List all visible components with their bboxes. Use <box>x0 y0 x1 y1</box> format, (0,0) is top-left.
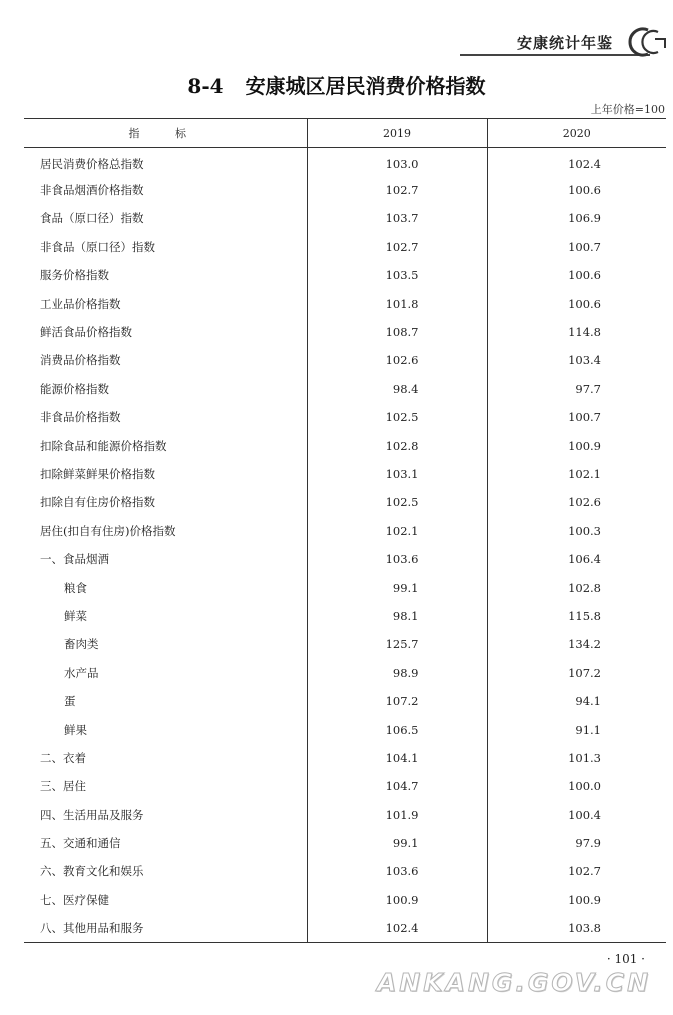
header-2020: 2020 <box>487 119 666 148</box>
indicator-name: 能源价格指数 <box>24 375 307 403</box>
value-2019: 104.7 <box>307 772 487 800</box>
yearbook-title: 安康统计年鉴 <box>516 34 613 52</box>
indicator-name: 非食品价格指数 <box>24 403 307 431</box>
value-2019: 99.1 <box>307 573 487 601</box>
page-number: · 101 · <box>606 952 645 966</box>
indicator-name: 七、医疗保健 <box>24 886 307 914</box>
table-row <box>24 573 666 601</box>
indicator-name: 三、居住 <box>24 772 307 800</box>
indicator-name: 非食品（原口径）指数 <box>24 233 307 261</box>
table-row <box>24 772 666 800</box>
value-2019: 101.9 <box>307 800 487 828</box>
indicator-name: 消费品价格指数 <box>24 346 307 374</box>
table-row <box>24 800 666 828</box>
value-2019: 102.8 <box>307 431 487 459</box>
table-row <box>24 148 666 176</box>
value-2019: 99.1 <box>307 829 487 857</box>
value-2019: 103.6 <box>307 545 487 573</box>
table-row <box>24 233 666 261</box>
value-2019: 106.5 <box>307 715 487 743</box>
value-2020: 97.7 <box>575 381 601 396</box>
value-2020: 102.4 <box>568 156 601 171</box>
value-2020: 91.1 <box>575 722 601 737</box>
table-row <box>24 886 666 914</box>
value-2020: 134.2 <box>568 637 601 652</box>
price-index-table <box>24 118 666 943</box>
indicator-name: 居住(扣自有住房)价格指数 <box>24 517 307 545</box>
value-2020: 100.6 <box>568 296 601 311</box>
value-2020: 100.7 <box>568 239 601 254</box>
value-2019: 107.2 <box>307 687 487 715</box>
value-2019: 104.1 <box>307 744 487 772</box>
value-2020: 100.6 <box>568 268 601 283</box>
table-row <box>24 857 666 885</box>
table-row <box>24 715 666 743</box>
yearbook-logo-icon <box>618 26 670 58</box>
table-row <box>24 176 666 204</box>
value-2019: 103.5 <box>307 261 487 289</box>
indicator-name: 六、教育文化和娱乐 <box>24 857 307 885</box>
indicator-name: 畜肉类 <box>24 630 307 658</box>
table-row <box>24 375 666 403</box>
value-2019: 102.1 <box>307 517 487 545</box>
indicator-name: 鲜活食品价格指数 <box>24 318 307 346</box>
value-2019: 98.1 <box>307 602 487 630</box>
value-2020: 100.9 <box>568 892 601 907</box>
value-2020: 106.4 <box>568 552 601 567</box>
indicator-name: 食品（原口径）指数 <box>24 204 307 232</box>
value-2020: 106.9 <box>568 211 601 226</box>
table-row <box>24 261 666 289</box>
unit-note: 上年价格=100 <box>590 103 665 116</box>
value-2019: 103.1 <box>307 460 487 488</box>
value-2020: 100.6 <box>568 183 601 198</box>
value-2020: 100.9 <box>568 438 601 453</box>
table-row <box>24 659 666 687</box>
indicator-name: 服务价格指数 <box>24 261 307 289</box>
value-2020: 103.4 <box>568 353 601 368</box>
header-indicator: 指 标 <box>24 119 307 148</box>
indicator-name: 扣除自有住房价格指数 <box>24 488 307 516</box>
value-2020: 103.8 <box>487 914 666 942</box>
table-row <box>24 289 666 317</box>
indicator-name: 一、食品烟酒 <box>24 545 307 573</box>
indicator-name: 工业品价格指数 <box>24 289 307 317</box>
table-number: 8-4 <box>187 74 224 98</box>
indicator-name: 水产品 <box>24 659 307 687</box>
value-2019: 98.4 <box>307 375 487 403</box>
table-row <box>24 403 666 431</box>
value-2020: 100.0 <box>568 779 601 794</box>
value-2020: 102.7 <box>568 864 601 879</box>
indicator-name: 四、生活用品及服务 <box>24 800 307 828</box>
table-row <box>24 630 666 658</box>
value-2019: 102.7 <box>307 233 487 261</box>
table-row <box>24 914 666 942</box>
indicator-name: 五、交通和通信 <box>24 829 307 857</box>
value-2019: 102.4 <box>307 914 487 942</box>
table-row <box>24 431 666 459</box>
value-2020: 114.8 <box>568 325 601 340</box>
header-2019: 2019 <box>307 119 487 148</box>
value-2019: 103.0 <box>307 148 487 176</box>
value-2020: 107.2 <box>568 665 601 680</box>
value-2019: 98.9 <box>307 659 487 687</box>
value-2019: 102.5 <box>307 488 487 516</box>
value-2019: 102.7 <box>307 176 487 204</box>
indicator-name: 非食品烟酒价格指数 <box>24 176 307 204</box>
value-2019: 102.5 <box>307 403 487 431</box>
indicator-name: 鲜菜 <box>24 602 307 630</box>
table-row <box>24 744 666 772</box>
value-2020: 100.4 <box>568 807 601 822</box>
value-2019: 125.7 <box>307 630 487 658</box>
table-row <box>24 204 666 232</box>
value-2020: 115.8 <box>568 608 601 623</box>
value-2020: 102.1 <box>568 466 601 481</box>
table-row <box>24 488 666 516</box>
indicator-name: 粮食 <box>24 573 307 601</box>
value-2020: 100.7 <box>568 410 601 425</box>
table-row <box>24 829 666 857</box>
value-2019: 102.6 <box>307 346 487 374</box>
value-2020: 102.6 <box>568 495 601 510</box>
table-title <box>0 70 673 99</box>
value-2020: 102.8 <box>568 580 601 595</box>
indicator-name: 扣除鲜菜鲜果价格指数 <box>24 460 307 488</box>
table-row <box>24 460 666 488</box>
value-2020: 101.3 <box>568 750 601 765</box>
table-row <box>24 545 666 573</box>
value-2019: 108.7 <box>307 318 487 346</box>
table-header-row <box>24 119 666 148</box>
value-2019: 100.9 <box>307 886 487 914</box>
table-row <box>24 687 666 715</box>
value-2020: 100.3 <box>568 523 601 538</box>
indicator-name: 蛋 <box>24 687 307 715</box>
table-row <box>24 346 666 374</box>
table-row <box>24 318 666 346</box>
running-header <box>0 0 673 62</box>
indicator-name: 二、衣着 <box>24 744 307 772</box>
value-2019: 103.7 <box>307 204 487 232</box>
value-2020: 97.9 <box>575 836 601 851</box>
table-row <box>24 602 666 630</box>
indicator-name: 鲜果 <box>24 715 307 743</box>
table-title-text: 安康城区居民消费价格指数 <box>245 74 486 98</box>
table-row <box>24 517 666 545</box>
indicator-name: 居民消费价格总指数 <box>24 148 307 176</box>
value-2019: 103.6 <box>307 857 487 885</box>
indicator-name: 扣除食品和能源价格指数 <box>24 431 307 459</box>
indicator-name: 八、其他用品和服务 <box>24 914 307 942</box>
value-2019: 101.8 <box>307 289 487 317</box>
value-2020: 94.1 <box>575 694 601 709</box>
site-watermark: ANKANG.GOV.CN <box>376 968 651 997</box>
